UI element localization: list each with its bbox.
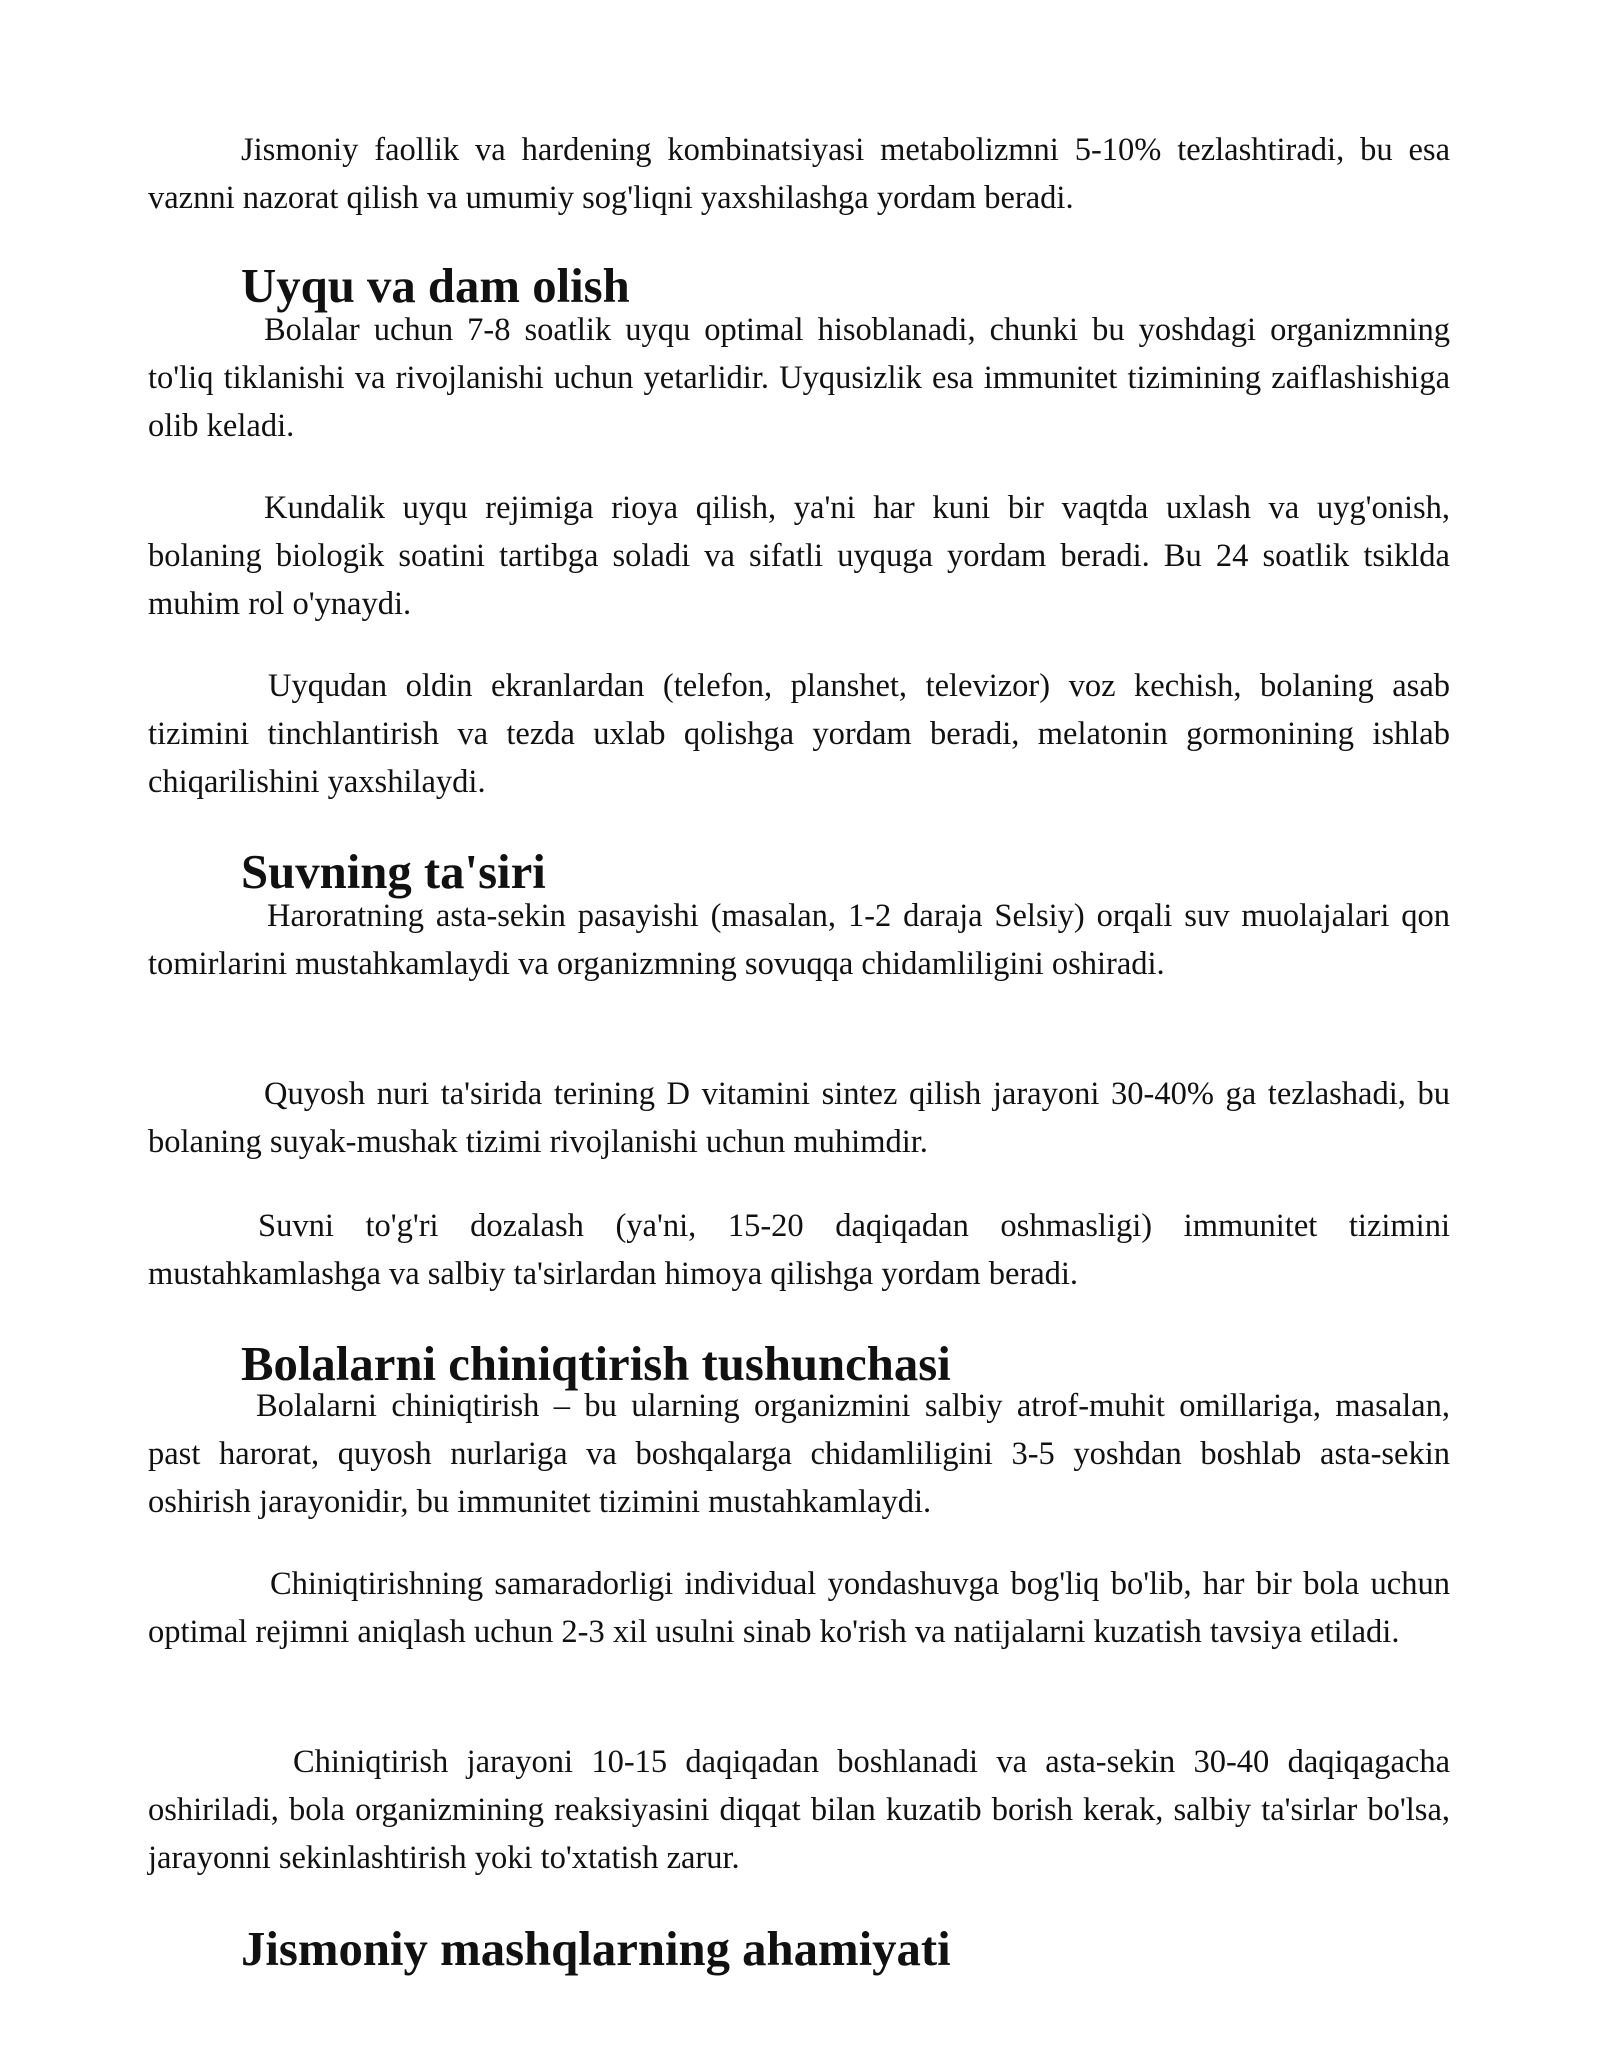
heading-sleep: Uyqu va dam olish <box>241 259 630 313</box>
paragraph-hardening-individual: Chiniqtirishning samaradorligi individual yondashuvga bog'liq bo'lib, har bir bola uchun optimal rejimni aniqlash uchun 2-3 xil usulni sinab ko'rish va natijalarni kuzatish tavsiya etiladi. <box>148 1566 1450 1650</box>
paragraph-water-temperature: Haroratning asta-sekin pasayishi (masalan, 1-2 daraja Selsiy) orqali suv muolajalari qon tomirlarini mustahkamlaydi va organizmning sovuqqa chidamliligini oshiradi. <box>148 898 1450 982</box>
paragraph-screens: Uyqudan oldin ekranlardan (telefon, planshet, televizor) voz kechish, bolaning asab tizimini tinchlantirish va tezda uxlab qolishga yordam beradi, melatonin gormonining ishlab chiqarilishini yaxshilaydi. <box>148 668 1450 800</box>
paragraph-water-dosage: Suvni to'g'ri dozalash (ya'ni, 15-20 daqiqadan oshmasligi) immunitet tizimini mustahkamlashga va salbiy ta'sirlardan himoya qilishga yordam beradi. <box>148 1208 1450 1292</box>
heading-exercise: Jismoniy mashqlarning ahamiyati <box>241 1922 951 1976</box>
heading-hardening: Bolalarni chiniqtirish tushunchasi <box>241 1337 951 1391</box>
paragraph-sleep-hours: Bolalar uchun 7-8 soatlik uyqu optimal hisoblanadi, chunki bu yoshdagi organizmning to'liq tiklanishi va rivojlanishi uchun yetarlidir. Uyqusizlik esa immunitet tizimining zaiflashishiga olib keladi. <box>148 312 1450 444</box>
paragraph-hardening-duration: Chiniqtirish jarayoni 10-15 daqiqadan boshlanadi va asta-sekin 30-40 daqiqagacha oshiriladi, bola organizmining reaksiyasini diqqat bilan kuzatib borish kerak, salbiy ta'sirlar bo'lsa, jarayonni sekinlashtirish yoki to'xtatish zarur. <box>148 1744 1450 1876</box>
paragraph-hardening-definition: Bolalarni chiniqtirish – bu ularning organizmini salbiy atrof-muhit omillariga, masalan, past harorat, quyosh nurlariga va boshqalarga chidamliligini 3-5 yoshdan boshlab asta-sekin oshirish jarayonidir, bu immunitet tizimini mustahkamlaydi. <box>148 1388 1450 1520</box>
paragraph-metabolism: Jismoniy faollik va hardening kombinatsiyasi metabolizmni 5-10% tezlashtiradi, bu esa vaznni nazorat qilish va umumiy sog'liqni yaxshilashga yordam beradi. <box>148 132 1450 216</box>
paragraph-sun: Quyosh nuri ta'sirida terining D vitamini sintez qilish jarayoni 30-40% ga tezlashadi, bu bolaning suyak-mushak tizimi rivojlanishi uchun muhimdir. <box>148 1076 1450 1160</box>
paragraph-sleep-regime: Kundalik uyqu rejimiga rioya qilish, ya'ni har kuni bir vaqtda uxlash va uyg'onish, bolaning biologik soatini tartibga soladi va sifatli uyquga yordam beradi. Bu 24 soatlik tsiklda muhim rol o'ynaydi. <box>148 490 1450 622</box>
heading-water: Suvning ta'siri <box>241 845 546 899</box>
